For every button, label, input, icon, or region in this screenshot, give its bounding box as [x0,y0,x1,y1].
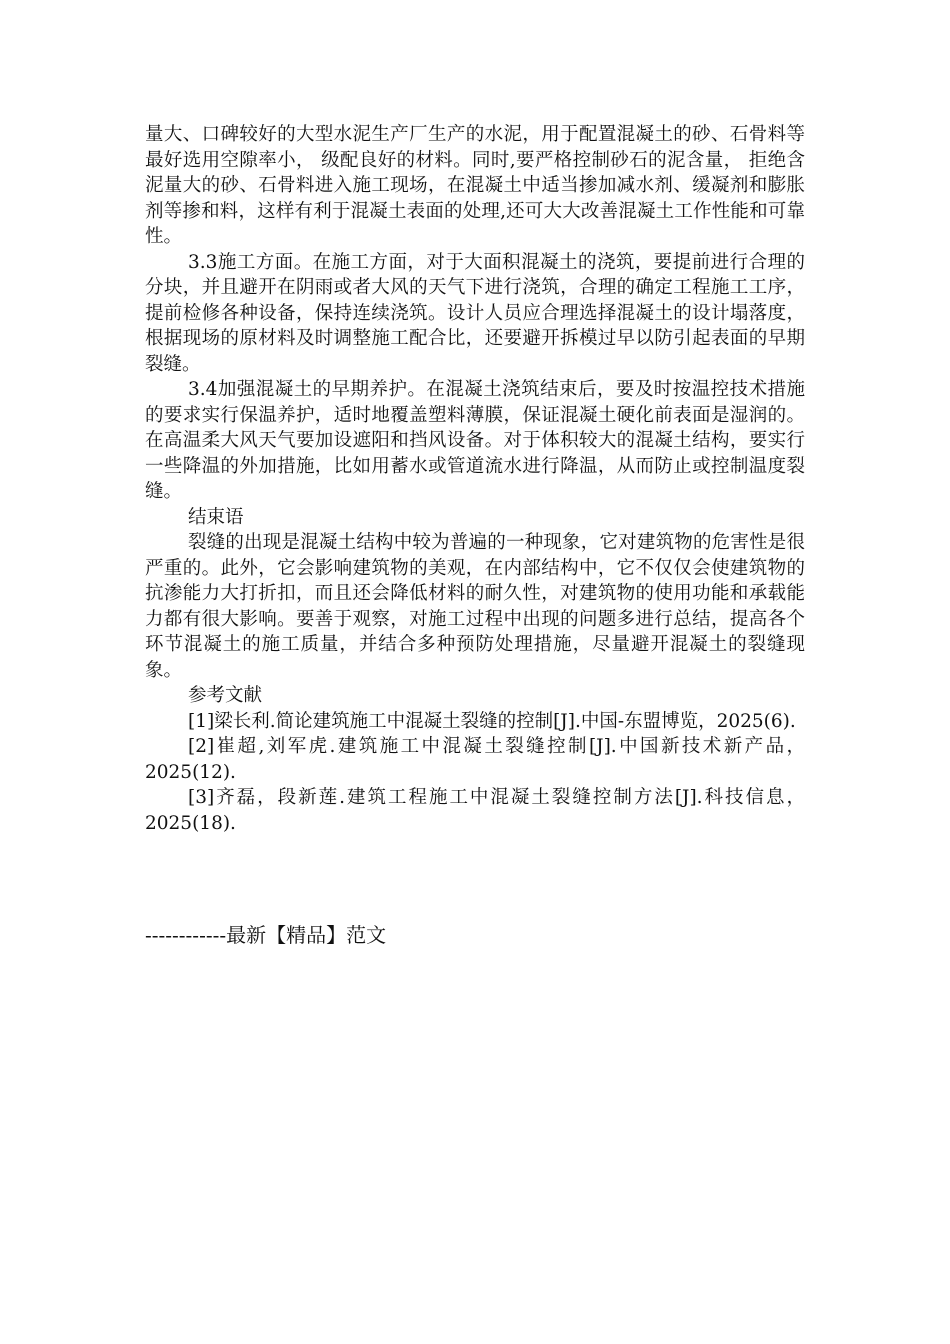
body-paragraph: 量大、口碑较好的大型水泥生产厂生产的水泥，用于配置混凝土的砂、石骨料等最好选用空隙率小， 级配良好的材料。同时,要严格控制砂石的泥含量， 拒绝含泥量大的砂、石骨料进入施工现场，在混凝土中适当掺加减水剂、缓凝剂和膨胀剂等掺和料，这样有利于混凝土表面的处理,还可大大改善混凝土工作性能和可靠性。 [145,124,805,247]
reference-item: [3]齐磊，段新莲.建筑工程施工中混凝土裂缝控制方法[J].科技信息，2025(18). [145,787,805,834]
reference-item: [2]崔超,刘军虎.建筑施工中混凝土裂缝控制[J].中国新技术新产品，2025(12). [145,736,805,783]
conclusion-paragraph: 裂缝的出现是混凝土结构中较为普遍的一种现象，它对建筑物的危害性是很严重的。此外，它会影响建筑物的美观，在内部结构中，它不仅仅会使建筑物的抗渗能力大打折扣，而且还会降低材料的耐久性，对建筑物的使用功能和承载能力都有很大影响。要善于观察，对施工过程中出现的问题多进行总结，提高各个环节混凝土的施工质量，并结合多种预防处理措施，尽量避开混凝土的裂缝现象。 [145,532,805,681]
references-heading: 参考文献 [188,685,263,706]
body-paragraph: 3.4加强混凝土的早期养护。在混凝土浇筑结束后，要及时按温控技术措施的要求实行保温养护，适时地覆盖塑料薄膜，保证混凝土硬化前表面是湿润的。在高温柔大风天气要加设遮阳和挡风设备。对于体积较大的混凝土结构，要实行一些降温的外加措施，比如用蓄水或管道流水进行降温，从而防止或控制温度裂缝。 [145,379,805,502]
body-paragraph: 3.3施工方面。在施工方面，对于大面积混凝土的浇筑，要提前进行合理的分块，并且避开在阴雨或者大风的天气下进行浇筑，合理的确定工程施工工序，提前检修各种设备，保持连续浇筑。设计人员应合理选择混凝土的设计塌落度，根据现场的原材料及时调整施工配合比，还要避开拆模过早以防引起表面的早期裂缝。 [145,251,805,375]
footer-label: ------------最新【精品】范文 [145,923,387,947]
document-body [145,122,805,836]
reference-item: [1]梁长利.简论建筑施工中混凝土裂缝的控制[J].中国-东盟博览，2025(6). [188,710,796,732]
conclusion-heading: 结束语 [188,506,244,528]
